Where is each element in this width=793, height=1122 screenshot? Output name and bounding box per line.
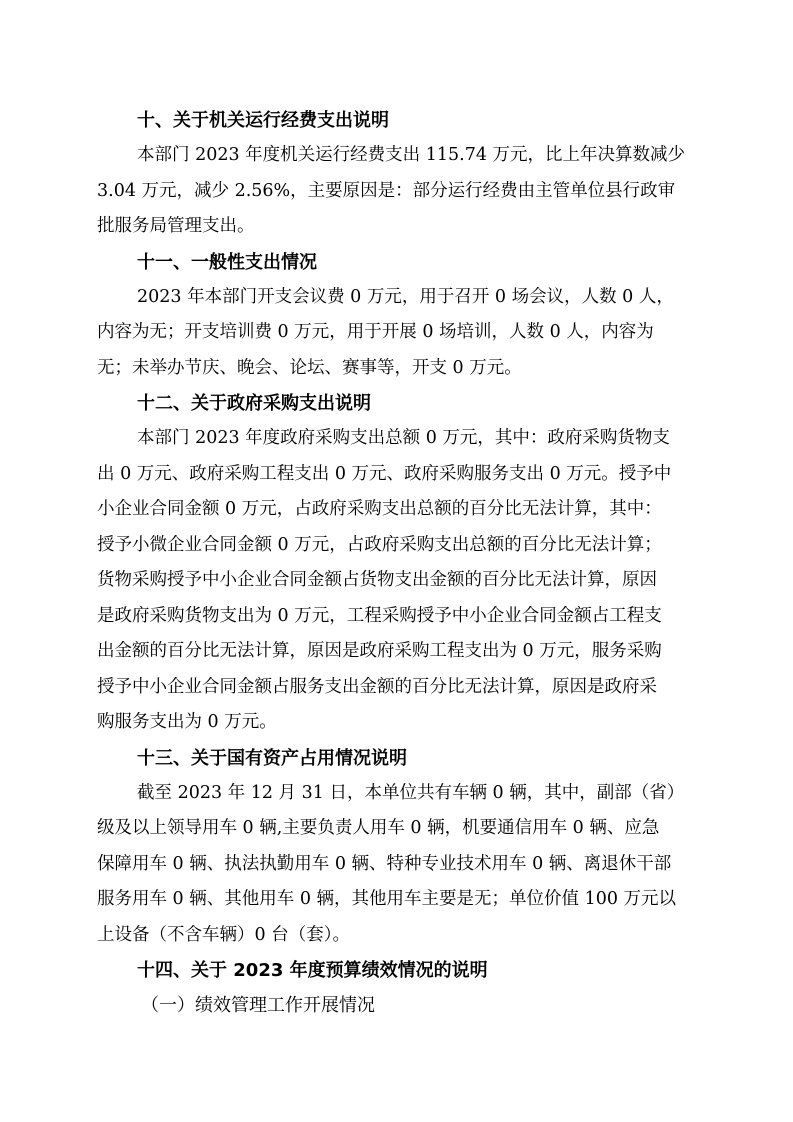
section-paragraph-11: [97, 280, 697, 387]
section-heading-11: 十一、一般性支出情况: [137, 251, 317, 273]
paragraph-line: 货物采购授予中小企业合同金额占货物支出金额的百分比无法计算，原因: [97, 570, 657, 590]
section-paragraph-10: [97, 138, 697, 245]
paragraph-line: 3.04 万元，减少 2.56%，主要原因是：部分运行经费由主管单位县行政审: [97, 180, 676, 201]
paragraph-line: 2023 年本部门开支会议费 0 万元，用于召开 0 场会议，人数 0 人，: [137, 286, 674, 307]
paragraph-line: 服务用车 0 辆、其他用车 0 辆，其他用车主要是无；单位价值 100 万元以: [97, 889, 677, 909]
paragraph-line: 购服务支出为 0 万元。: [97, 712, 277, 732]
subsection-heading: （一）绩效管理工作开展情况: [141, 995, 375, 1016]
section-heading-10: 十、关于机关运行经费支出说明: [137, 110, 389, 131]
paragraph-line: 出 0 万元、政府采购工程支出 0 万元、政府采购服务支出 0 万元。授予中: [97, 463, 672, 484]
paragraph-line: 出金额的百分比无法计算，原因是政府采购工程支出为 0 万元，服务采购: [97, 641, 662, 661]
paragraph-line: 小企业合同金额 0 万元，占政府采购支出总额的百分比无法计算，其中：: [97, 499, 662, 519]
section-paragraph-13: [97, 776, 697, 954]
section-heading-13: 十三、关于国有资产占用情况说明: [137, 747, 407, 769]
paragraph-line: 无；未举办节庆、晚会、论坛、赛事等，开支 0 万元。: [97, 357, 522, 378]
section-heading-14: 十四、关于 2023 年度预算绩效情况的说明: [137, 960, 488, 981]
paragraph-line: 是政府采购货物支出为 0 万元，工程采购授予中小企业合同金额占工程支: [97, 605, 662, 626]
paragraph-line: 授予小微企业合同金额 0 万元，占政府采购支出总额的百分比无法计算；: [97, 534, 662, 555]
paragraph-line: 内容为无；开支培训费 0 万元，用于开展 0 场培训，人数 0 人，内容为: [97, 322, 654, 342]
paragraph-line: 级及以上领导用车 0 辆,主要负责人用车 0 辆，机要通信用车 0 辆、应急: [97, 818, 660, 838]
paragraph-line: 批服务局管理支出。: [97, 216, 255, 236]
paragraph-line: 本部门 2023 年度政府采购支出总额 0 万元，其中：政府采购货物支: [137, 428, 670, 448]
paragraph-line: 保障用车 0 辆、执法执勤用车 0 辆、特种专业技术用车 0 辆、离退休干部: [97, 853, 672, 874]
paragraph-line: 上设备（不含车辆）0 台（套）。: [97, 924, 350, 945]
section-heading-12: 十二、关于政府采购支出说明: [137, 393, 371, 414]
section-paragraph-12: [97, 421, 697, 741]
paragraph-line: 授予中小企业合同金额占服务支出金额的百分比无法计算，原因是政府采: [97, 676, 657, 697]
document-body: [97, 103, 697, 1023]
paragraph-line: 截至 2023 年 12 月 31 日，本单位共有车辆 0 辆，其中，副部（省）: [137, 782, 685, 803]
paragraph-line: 本部门 2023 年度机关运行经费支出 115.74 万元，比上年决算数减少: [137, 145, 686, 165]
